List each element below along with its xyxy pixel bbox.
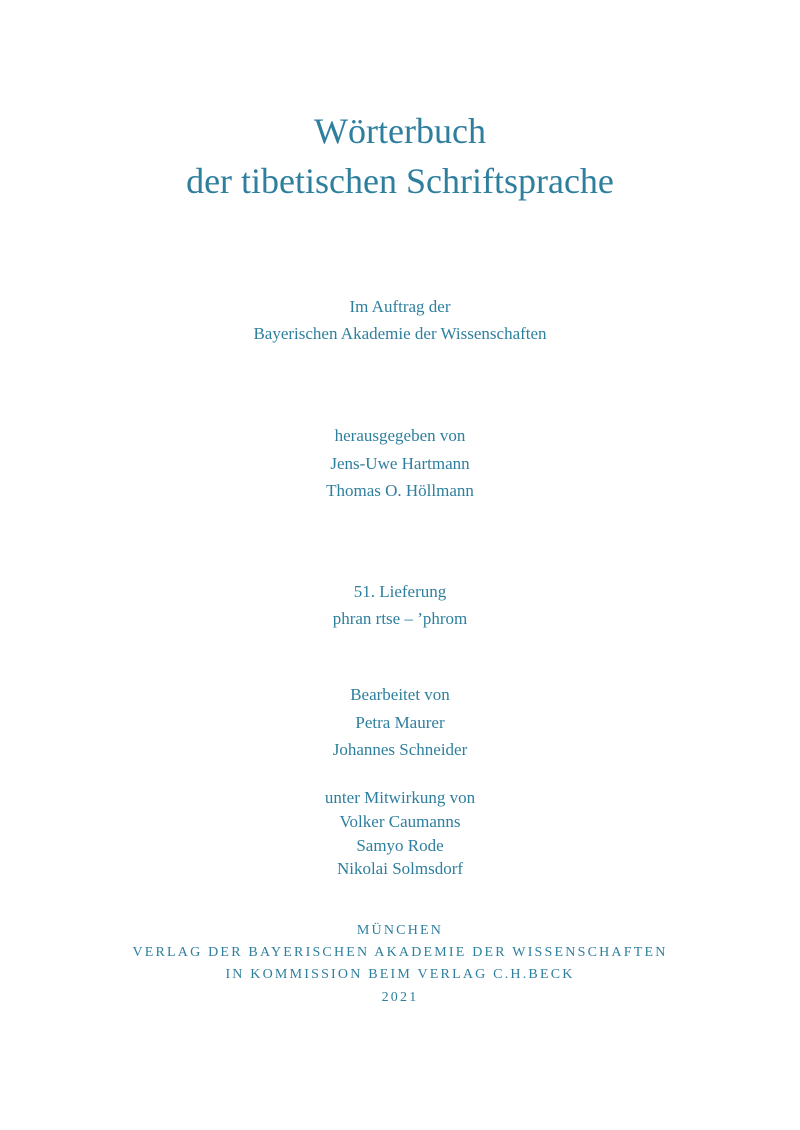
author-name: Johannes Schneider (332, 740, 468, 759)
contributor-name: Nikolai Solmsdorf (336, 859, 464, 878)
publication-year: 2021 (381, 990, 419, 1005)
book-title-line-2: der tibetischen Schriftsprache (186, 161, 614, 201)
authors-heading: Bearbeitet von (350, 685, 450, 704)
contributor-name: Samyo Rode (356, 836, 444, 855)
editors-heading: herausgegeben von (334, 426, 466, 445)
commission-line-2: Bayerischen Akademie der Wissenschaften (253, 324, 547, 343)
publisher-city: MÜNCHEN (356, 923, 444, 938)
issue-range: phran rtse – ’phrom (332, 609, 468, 628)
contributors-heading: unter Mitwirkung von (324, 788, 476, 807)
book-title-line-1: Wörterbuch (314, 111, 486, 151)
contributor-name: Volker Caumanns (339, 812, 461, 831)
editor-name: Thomas O. Höllmann (326, 481, 474, 500)
author-name: Petra Maurer (355, 713, 445, 732)
editor-name: Jens-Uwe Hartmann (330, 454, 470, 473)
commission-line-1: Im Auftrag der (349, 297, 451, 316)
issue-number: 51. Lieferung (353, 582, 447, 601)
publisher-name: VERLAG DER BAYERISCHEN AKADEMIE DER WISSENSCHAFTEN (132, 945, 668, 960)
publisher-distribution: IN KOMMISSION BEIM VERLAG C.H.BECK (225, 967, 575, 982)
